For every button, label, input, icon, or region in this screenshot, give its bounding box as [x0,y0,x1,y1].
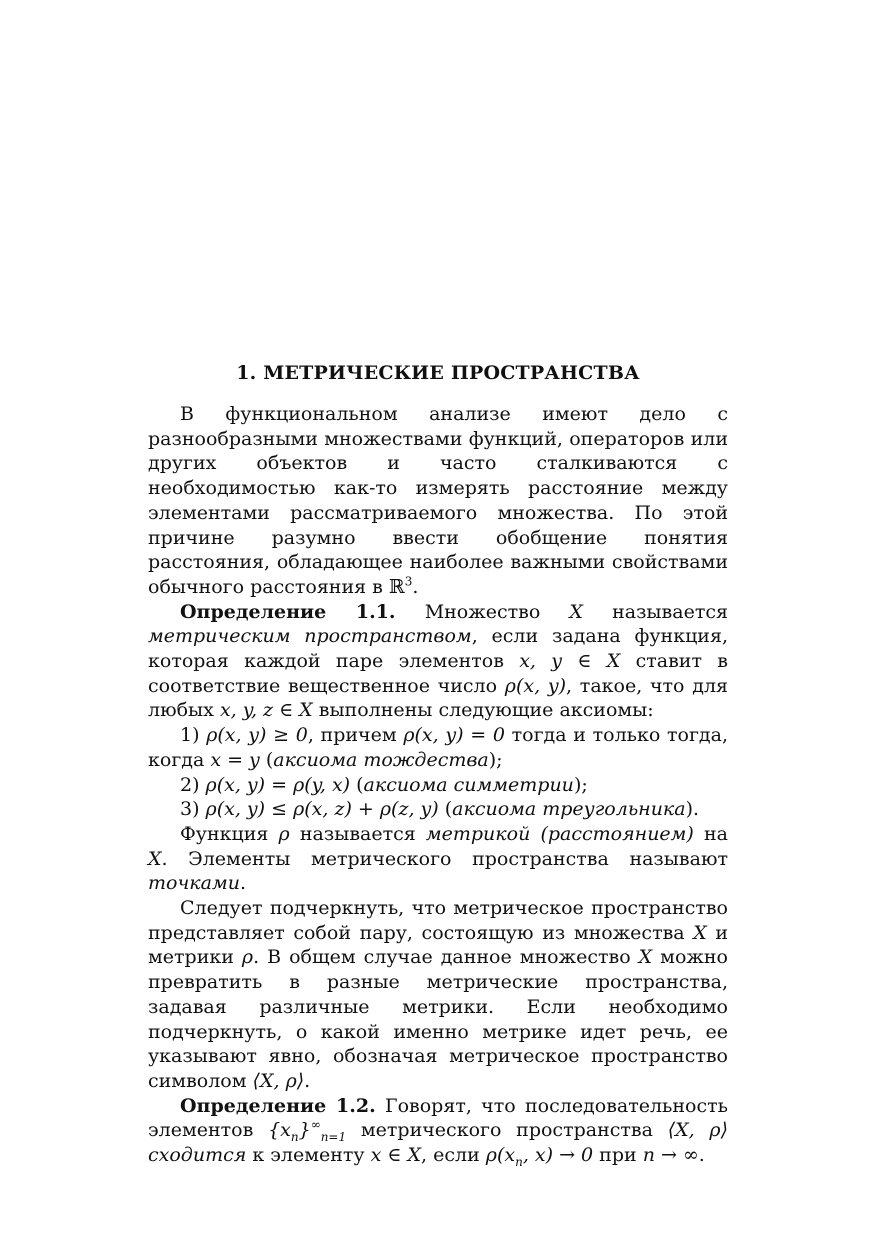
def2-text: к элементу [246,1144,371,1167]
term-converges: сходится [148,1144,247,1167]
axiom-text: ); [488,748,503,771]
math-expression: n → ∞ [642,1144,699,1167]
remark-text: можно превратить в разные метрические пространства, задавая различные метрики. Если необходимо подчеркнуть, о какой именно метрике идет речь, ее указывают явно, обозначая метрическое пространство символом [148,946,728,1092]
axiom-text: ( [259,748,274,771]
axiom-text: тогда и только тогда, когда [148,724,728,771]
def2-text: при [593,1144,643,1167]
def1-text-4: ставит в соответствие вещественное число [148,650,728,697]
term-metric: метрикой (расстоянием) [425,822,694,845]
real-space-symbol: ℝ [388,575,405,598]
axiom-name: аксиома тождества [273,748,489,771]
math-expression: ρ(x, y) = 0 [403,724,505,747]
remark-text: и метрики [148,921,728,969]
sequence-lower-limit: n=1 [320,1130,347,1145]
math-metric-space-pair: ⟨X, ρ⟩ [252,1069,305,1092]
axiom-number: 3) [180,798,206,821]
math-rho: ρ [278,822,290,845]
note-text: называется [289,822,426,845]
metric-note [148,822,728,896]
intro-end: . [412,575,419,598]
def2-text: . [698,1144,705,1167]
definition-1-1 [148,600,728,724]
def1-text-5: , такое, что для любых [148,674,728,722]
math-set-x: X [569,600,583,623]
axiom-1 [148,723,728,772]
page-body [148,360,728,1168]
definition-label: Определение 1.2. [180,1094,376,1117]
sequence-open: {x [268,1119,291,1142]
def2-text: , если [421,1144,486,1167]
sequence-close: } [298,1119,311,1142]
intro-text: В функциональном анализе имеют дело с разнообразными множествами функций, операторов или других объектов и часто сталкиваются с необходимостью как-то измерять расстояние между элементами рассматриваемого множества. По этой причине разумно ввести обобщение понятия расстояния, обладающее наиболее важными свойствами обычного расстояния в [148,403,728,598]
note-text: . Элементы метрического пространства называют [161,847,728,870]
math-set-x: X [148,847,162,870]
sequence-index: n [290,1130,299,1145]
remark-text: . [304,1069,311,1092]
intro-paragraph [148,402,728,600]
axiom-2 [148,773,728,798]
real-space-exponent: 3 [404,574,413,589]
math-set-x: X [638,946,653,969]
def2-text: Говорят, что последовательность элементов [148,1094,728,1142]
math-rho: ρ [241,946,254,969]
def1-text-1: Множество [395,600,570,623]
definition-1-2 [148,1094,728,1168]
def2-text: метрического пространства [346,1119,668,1142]
def1-text-6: выполнены следующие аксиомы: [312,699,654,722]
math-expression: x = y [210,748,260,771]
term-metric-space: метрическим пространством [148,625,472,648]
math-expression: ρ(x, y) ≤ ρ(x, z) + ρ(z, y) [205,798,439,821]
math-expression: x, y, z ∈ X [219,699,313,722]
note-text: . [239,872,246,895]
axiom-text: ); [573,773,588,796]
remark-text: Следует подчеркнуть, что метрическое пространство представляет собой пару, состоящую из множества [148,897,728,944]
math-part: , x) → 0 [522,1144,594,1167]
axiom-name: аксиома треугольника [452,798,686,821]
remark-paragraph [148,896,728,1094]
math-subscript: n [515,1154,523,1169]
note-text: на [693,822,729,845]
math-expression: ρ(x, y) [504,674,567,697]
math-expression: x ∈ X [370,1144,422,1167]
math-sequence [268,1118,347,1145]
def1-text-2: называется [582,600,728,623]
math-expression: ρ(x, y) ≥ 0 [206,724,308,747]
remark-text: . В общем случае данное множество [253,946,639,969]
axiom-text: ( [438,798,453,821]
axiom-3 [148,797,728,822]
definition-label: Определение 1.1. [180,600,396,623]
axiom-text: ( [350,773,364,796]
def1-text-3: , если задана функция, которая каждой паре элементов [148,625,729,673]
math-set-x: X [693,921,707,944]
note-text: Функция [180,822,279,845]
section-title: 1. МЕТРИЧЕСКИЕ ПРОСТРАНСТВА [236,362,640,384]
term-points: точками [148,872,240,895]
sequence-upper-limit: ∞ [310,1118,321,1133]
axiom-number: 1) [180,724,207,747]
math-expression [485,1144,594,1169]
axiom-name: аксиома симметрии [363,773,574,796]
math-metric-space-pair: ⟨X, ρ⟩ [667,1119,729,1142]
math-expression: x, y ∈ X [519,650,621,673]
math-part: ρ(x [485,1144,516,1167]
axiom-text: , причем [307,724,404,747]
axiom-number: 2) [180,773,206,796]
axiom-text: ). [685,798,700,821]
math-expression: ρ(x, y) = ρ(y, x) [205,773,351,796]
